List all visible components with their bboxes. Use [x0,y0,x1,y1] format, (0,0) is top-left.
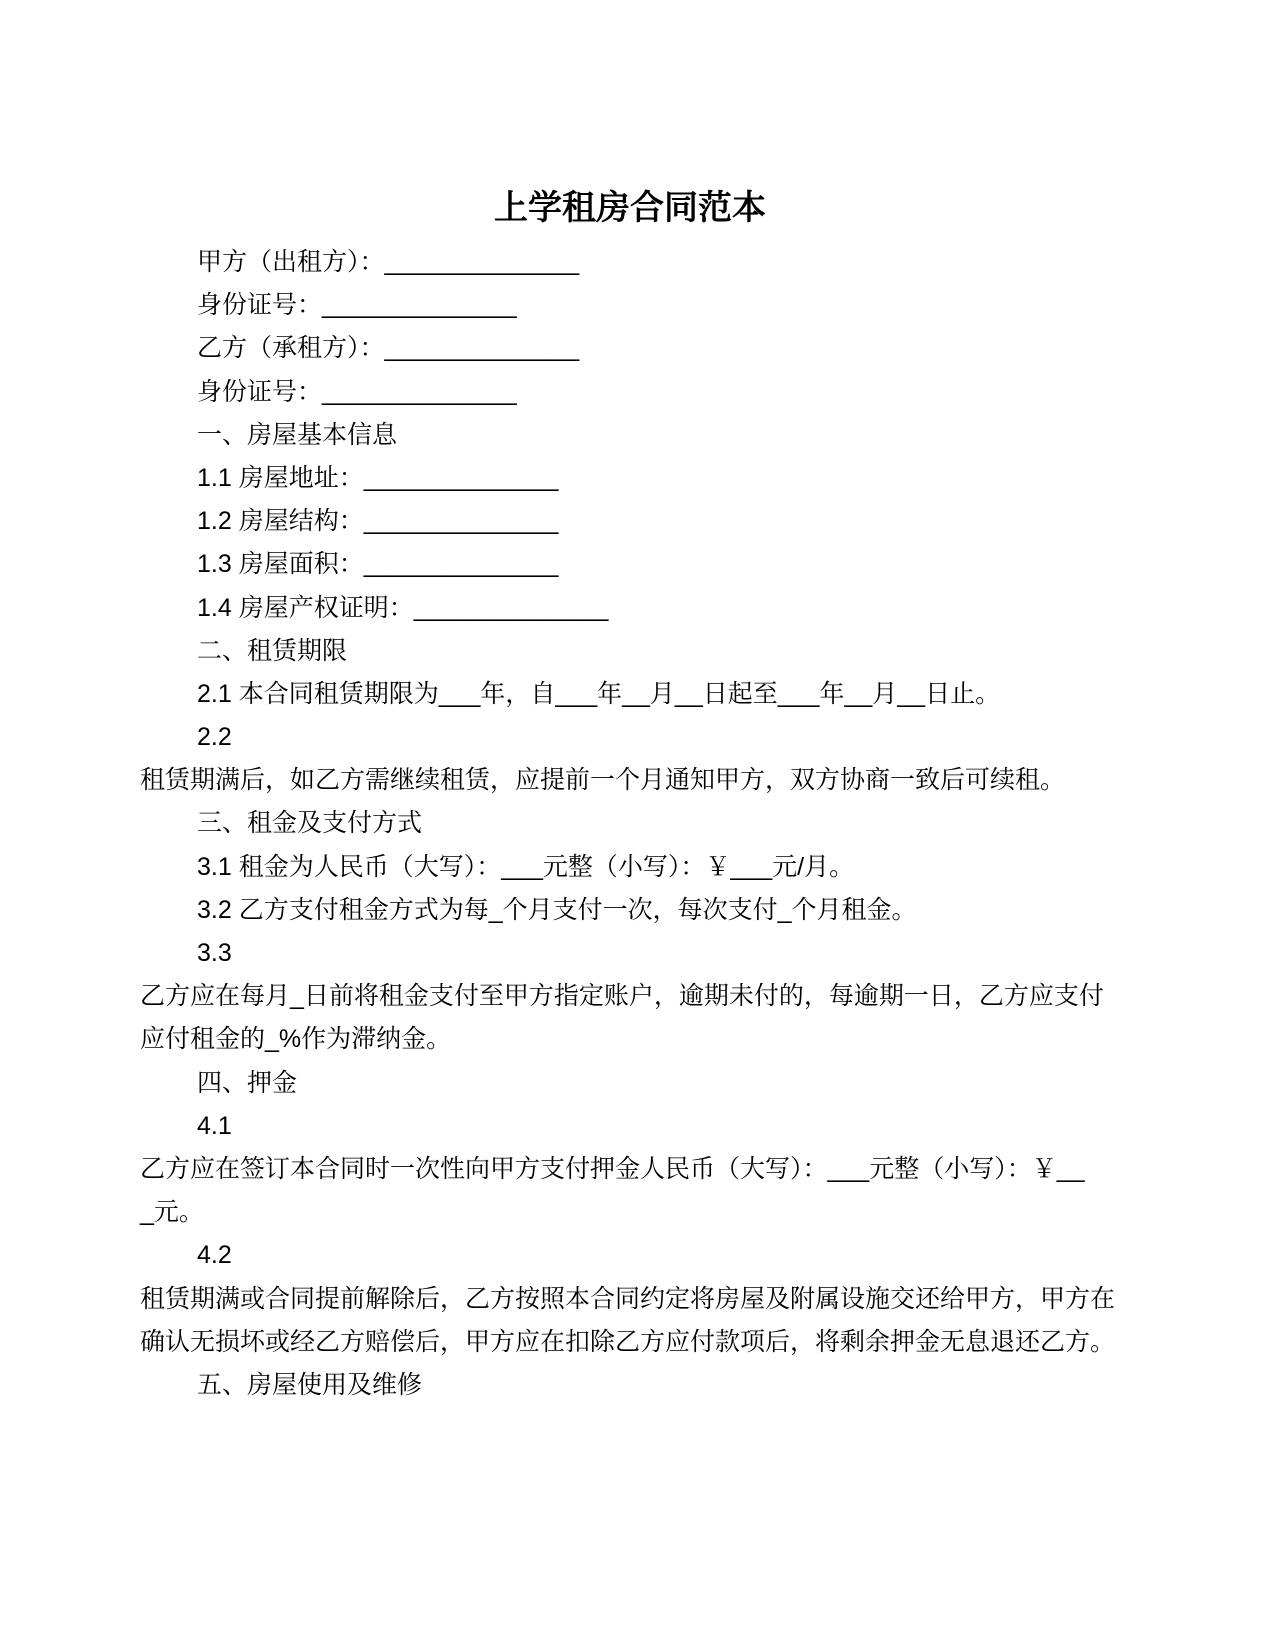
clause-1-3: 1.3 房屋面积：______________ [197,550,559,579]
clause-4-1-number: 4.1 [197,1111,232,1140]
clause-3-1: 3.1 租金为人民币（大写）：___元整（小写）：￥___元/月。 [197,852,855,881]
clause-3-3-number: 3.3 [197,939,232,967]
clause-1-2: 1.2 房屋结构：______________ [197,507,559,536]
clause-4-2-body-line-1: 租赁期满或合同提前解除后，乙方按照本合同约定将房屋及附属设施交还给甲方，甲方在 [140,1284,1116,1313]
clause-3-2: 3.2 乙方支付租金方式为每_个月支付一次，每次支付_个月租金。 [197,895,917,924]
document-body [140,241,1120,1407]
line-party-b: 乙方（承租方）：______________ [197,334,580,363]
section-1-heading: 一、房屋基本信息 [197,420,398,449]
section-5-heading: 五、房屋使用及维修 [197,1370,423,1399]
clause-4-1-body-line-2: _元。 [140,1198,204,1227]
clause-4-2-body-line-2: 确认无损坏或经乙方赔偿后，甲方应在扣除乙方应付款项后，将剩余押金无息退还乙方。 [140,1327,1116,1356]
line-party-b-id: 身份证号：______________ [197,377,517,406]
clause-2-1: 2.1 本合同租赁期限为___年，自___年__月__日起至___年__月__日止。 [197,679,1001,708]
line-party-a-id: 身份证号：______________ [197,291,517,320]
document-title: 上学租房合同范本 [494,189,766,227]
line-party-a: 甲方（出租方）：______________ [197,248,580,276]
clause-4-2-number: 4.2 [197,1241,232,1270]
clause-1-1: 1.1 房屋地址：______________ [197,463,559,492]
section-2-heading: 二、租赁期限 [197,636,348,665]
clause-3-3-body-line-2: 应付租金的_%作为滞纳金。 [140,1025,452,1054]
clause-4-1-body-line-1: 乙方应在签订本合同时一次性向甲方支付押金人民币（大写）：___元整（小写）：￥__ [140,1154,1085,1183]
clause-3-3-body-line-1: 乙方应在每月_日前将租金支付至甲方指定账户，逾期未付的，每逾期一日，乙方应支付 [140,982,1104,1011]
clause-2-2-number: 2.2 [197,723,232,752]
clause-2-2-body: 租赁期满后，如乙方需继续租赁，应提前一个月通知甲方，双方协商一致后可续租。 [140,766,1066,795]
clause-1-4: 1.4 房屋产权证明：______________ [197,593,609,622]
section-4-heading: 四、押金 [197,1068,298,1097]
section-3-heading: 三、租金及支付方式 [197,809,423,838]
